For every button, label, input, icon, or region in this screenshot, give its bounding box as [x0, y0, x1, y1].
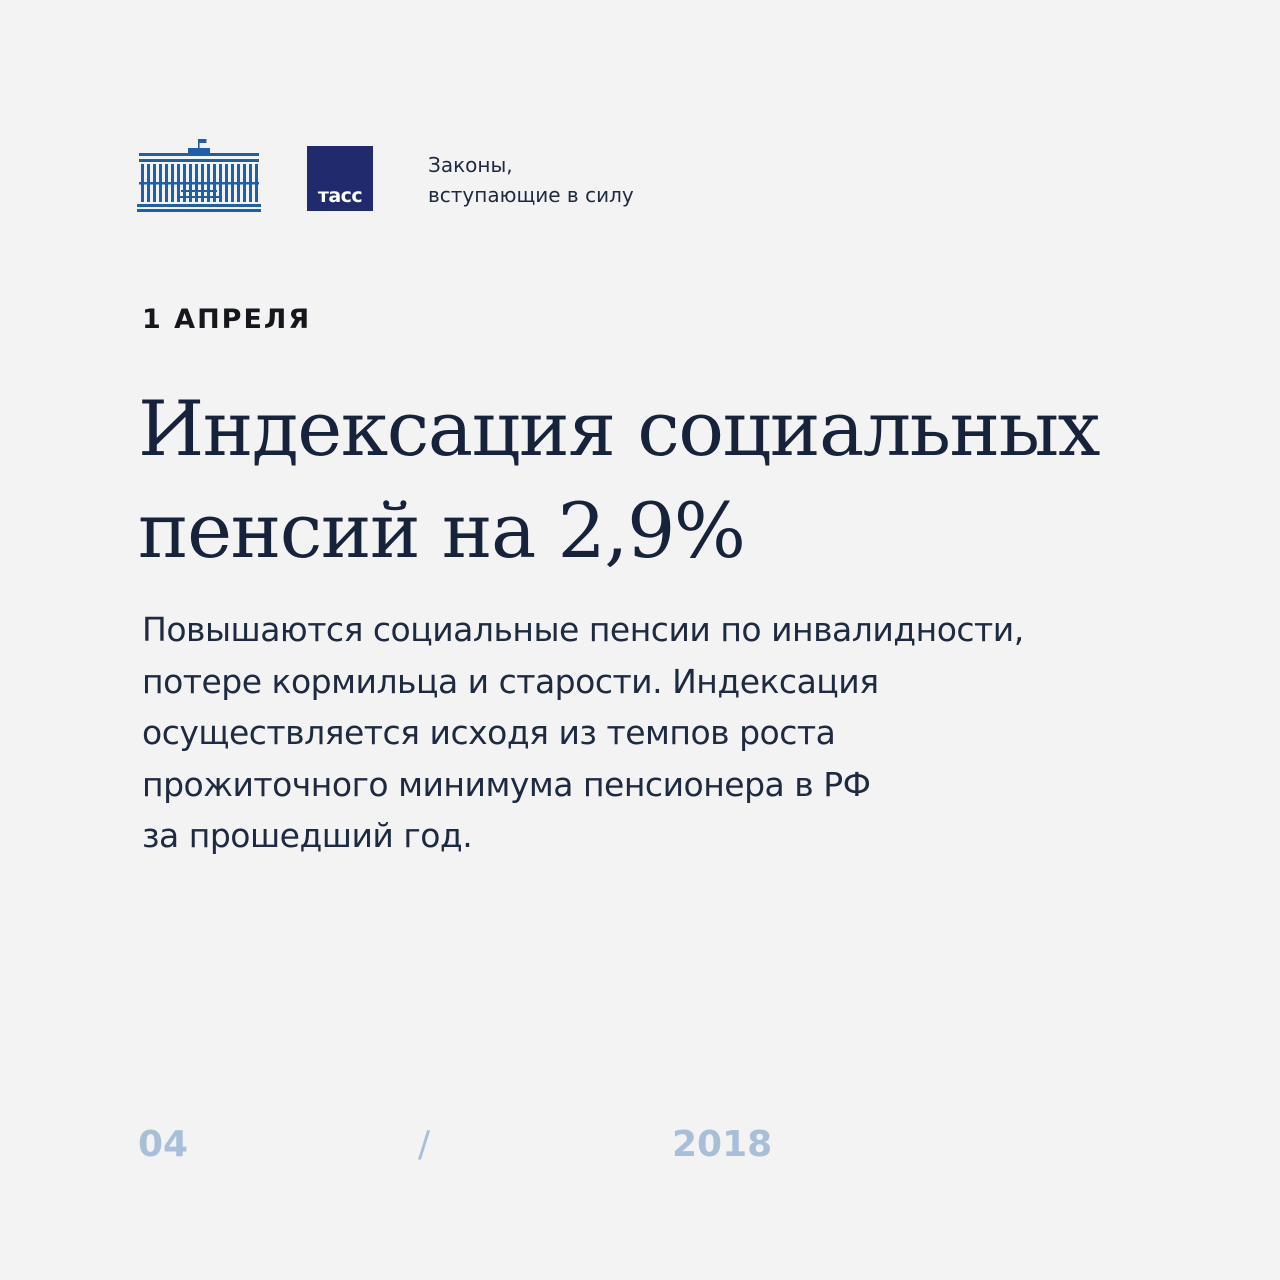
body-line: потере кормильца и старости. Индексация	[142, 661, 879, 701]
headline-line: Индексация социальных	[138, 384, 1100, 473]
header-caption	[428, 150, 748, 210]
body-line: за прошедший год.	[142, 816, 473, 855]
body-line: прожиточного минимума пенсионера в РФ	[142, 764, 871, 804]
footer-year: 2018	[672, 1124, 773, 1165]
tass-logo-text: тасс	[317, 185, 363, 207]
date-label: 1 АПРЕЛЯ	[142, 304, 312, 335]
footer-month: 04	[138, 1124, 189, 1165]
footer-separator: /	[418, 1124, 431, 1165]
state-duma-building-icon	[137, 138, 261, 212]
header-caption-line: Законы,	[428, 153, 513, 177]
body-text	[142, 604, 1182, 862]
body-line: Повышаются социальные пенсии по инвалидности,	[142, 610, 1024, 649]
body-line: осуществляется исходя из темпов роста	[142, 713, 836, 752]
header-caption-line: вступающие в силу	[428, 183, 634, 207]
headline-line: пенсий на 2,9%	[138, 486, 745, 575]
headline	[138, 378, 1218, 582]
tass-logo	[307, 146, 373, 211]
